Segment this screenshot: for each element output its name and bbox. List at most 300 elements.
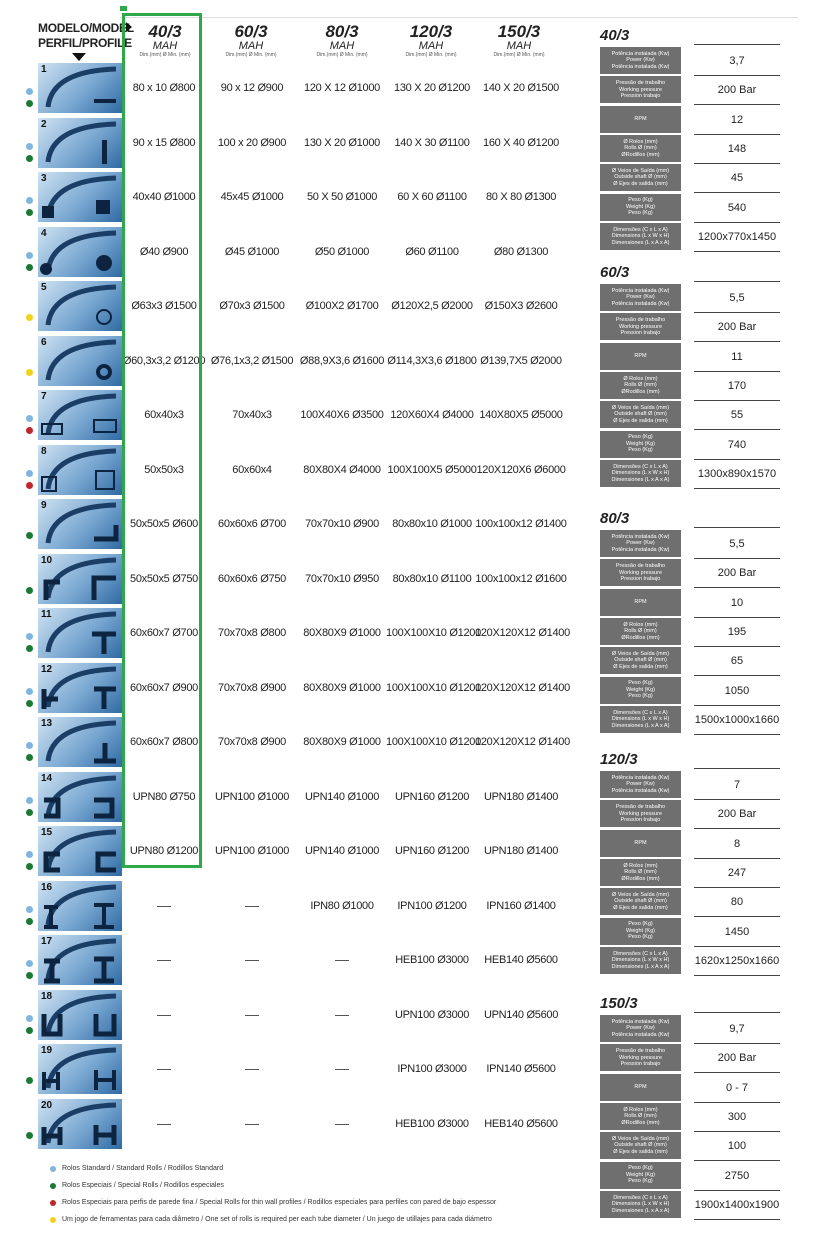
table-cell: IPN100 Ø3000 bbox=[397, 1063, 467, 1075]
table-cell: 130 X 20 Ø1000 bbox=[304, 136, 380, 149]
profile-number: 15 bbox=[41, 827, 53, 838]
model-label: MODELO/MODEL bbox=[38, 21, 134, 35]
table-cell: 100x100x12 Ø1400 bbox=[475, 518, 567, 530]
legend-text: Um jogo de ferramentas para cada diâmetro / One set of rolls is required per each tube diameter / Un juego de utillajes para cada diámetro bbox=[62, 1216, 492, 1223]
spec-label-line: Peso (Kg) bbox=[628, 434, 653, 441]
spec-label-line: Dimensions (L x W x H) bbox=[611, 1201, 670, 1208]
roll-type-dot bbox=[26, 972, 33, 979]
legend-dot bbox=[50, 1217, 56, 1223]
spec-label bbox=[600, 1074, 681, 1101]
spec-value: 740 bbox=[727, 438, 747, 451]
table-cell: IPN160 Ø1400 bbox=[486, 899, 556, 912]
spec-label-line: Peso (Kg) bbox=[628, 210, 653, 217]
roll-type-dot bbox=[26, 918, 33, 925]
table-cell: 120X120X12 Ø1400 bbox=[475, 736, 570, 748]
spec-label bbox=[600, 947, 681, 974]
column-unit: MAH bbox=[418, 40, 444, 52]
spec-label-line: ØRodillos (mm) bbox=[621, 634, 660, 641]
roll-type-dot bbox=[26, 851, 33, 858]
spec-label bbox=[600, 918, 681, 945]
top-divider bbox=[120, 17, 798, 18]
table-cell: UPN140 Ø1000 bbox=[304, 790, 380, 803]
spec-label-line: Working pressure bbox=[619, 86, 662, 93]
profile-thumbnail-7 bbox=[38, 390, 122, 440]
column-title: 60/3 bbox=[234, 22, 268, 41]
spec-divider bbox=[694, 371, 780, 372]
spec-value: 3,7 bbox=[729, 55, 745, 67]
empty-cell-dash bbox=[157, 960, 171, 961]
spec-label-line: Pression trabajo bbox=[620, 1061, 661, 1068]
spec-divider bbox=[694, 768, 780, 769]
spec-title-0: 40/3 bbox=[600, 27, 630, 44]
spec-label-line: Power (Kw) bbox=[626, 781, 655, 788]
table-cell: 80x80x10 Ø1100 bbox=[392, 572, 472, 585]
spec-label-line: Potência instalada (Kw) bbox=[611, 787, 670, 794]
spec-divider bbox=[694, 916, 780, 917]
column-subheader: Dim.(mm) Ø Min. (mm) bbox=[493, 52, 545, 58]
spec-value: 8 bbox=[733, 837, 741, 850]
spec-value: 540 bbox=[727, 201, 747, 214]
spec-label bbox=[600, 76, 681, 103]
spec-label-line: Peso (Kg) bbox=[628, 197, 653, 204]
table-cell: 100X100X10 Ø1200 bbox=[386, 736, 481, 748]
table-cell: 130 X 20 Ø1200 bbox=[394, 82, 470, 94]
spec-divider bbox=[694, 44, 780, 45]
table-cell: 70x70x8 Ø800 bbox=[218, 627, 286, 639]
spec-label-line: Weight (Kg) bbox=[626, 440, 655, 447]
table-cell: Ø120X2,5 Ø2000 bbox=[391, 300, 473, 312]
spec-label bbox=[600, 47, 681, 74]
table-cell: HEB100 Ø3000 bbox=[395, 954, 469, 966]
table-cell: 100X100X10 Ø1200 bbox=[386, 681, 481, 694]
spec-label-line: Dimensions (L x W x H) bbox=[611, 716, 670, 723]
spec-label-line: Potência instalada (Kw) bbox=[611, 287, 670, 294]
spec-label bbox=[600, 830, 681, 857]
spec-label-line: Dimensões (C x L x A) bbox=[613, 463, 668, 470]
spec-label-line: Ø Rolos (mm) bbox=[623, 862, 658, 869]
table-cell: 120X120X6 Ø6000 bbox=[476, 463, 566, 476]
roll-type-dot bbox=[26, 700, 33, 707]
spec-label-line: Peso (Kg) bbox=[628, 680, 653, 687]
spec-label-line: Dimensões (C x L x A) bbox=[613, 709, 668, 716]
table-cell: 60x60x7 Ø800 bbox=[130, 736, 198, 748]
spec-divider bbox=[694, 1219, 780, 1220]
roll-type-dot bbox=[26, 1132, 33, 1139]
table-cell: Ø100X2 Ø1700 bbox=[305, 300, 379, 312]
spec-label-line: Rolls Ø (mm) bbox=[624, 628, 657, 635]
spec-label-line: Dimensiones (L x A x A) bbox=[611, 722, 670, 729]
spec-label-line: Dimensões (C x L x A) bbox=[613, 226, 668, 233]
spec-value: 1500x1000x1660 bbox=[694, 713, 780, 726]
roll-type-dot bbox=[26, 1015, 33, 1022]
profile-number: 19 bbox=[41, 1045, 53, 1056]
table-cell: 70x70x8 Ø900 bbox=[218, 681, 286, 694]
spec-value: 65 bbox=[730, 655, 744, 668]
spec-label bbox=[600, 859, 681, 886]
table-cell: IPN100 Ø1200 bbox=[397, 899, 467, 912]
table-cell: IPN140 Ø5600 bbox=[486, 1063, 556, 1075]
table-cell: UPN140 Ø1000 bbox=[304, 845, 380, 857]
table-cell: 100X100X10 Ø1200 bbox=[386, 627, 481, 639]
spec-label-line: Ø Veios de Saída (mm) bbox=[611, 1135, 670, 1142]
spec-label-line: Potência instalada (Kw) bbox=[611, 1031, 670, 1038]
profile-number: 17 bbox=[41, 936, 53, 947]
spec-divider bbox=[694, 1102, 780, 1103]
spec-label-line: Working pressure bbox=[619, 323, 662, 330]
spec-label-line: Pressão de trabalho bbox=[615, 317, 666, 324]
spec-value: 1050 bbox=[724, 684, 750, 697]
roll-type-dot bbox=[26, 264, 33, 271]
spec-label-line: ØRodillos (mm) bbox=[621, 875, 660, 882]
spec-label-line: Pressão de trabalho bbox=[615, 80, 666, 87]
profile-thumbnail-19 bbox=[38, 1044, 122, 1094]
table-cell: 60x60x4 bbox=[232, 463, 272, 476]
spec-label-line: ØRodillos (mm) bbox=[621, 388, 660, 395]
table-cell: 140X80X5 Ø5000 bbox=[479, 409, 563, 421]
spec-value: 5,5 bbox=[729, 538, 745, 550]
profile-number: 11 bbox=[41, 609, 52, 620]
roll-type-dot bbox=[26, 1027, 33, 1034]
table-cell: 120X60X4 Ø4000 bbox=[390, 409, 474, 421]
spec-label-line: Peso (Kg) bbox=[628, 934, 653, 941]
spec-label-line: Dimensions (L x W x H) bbox=[611, 233, 670, 240]
spec-label bbox=[600, 313, 681, 340]
spec-value: 200 Bar bbox=[717, 1052, 757, 1065]
spec-divider bbox=[694, 828, 780, 829]
table-cell: 60x60x7 Ø900 bbox=[130, 681, 198, 694]
table-cell: 100X40X6 Ø3500 bbox=[300, 409, 384, 421]
profile-number: 8 bbox=[41, 445, 47, 457]
spec-label-line: Ø Rolos (mm) bbox=[623, 1106, 658, 1113]
spec-label-line: Pressão de trabalho bbox=[615, 563, 666, 570]
roll-type-dot bbox=[26, 88, 33, 95]
spec-value: 1620x1250x1660 bbox=[694, 954, 780, 967]
table-cell: 70x70x10 Ø900 bbox=[305, 518, 379, 530]
table-cell: 45x45 Ø1000 bbox=[220, 191, 284, 203]
profile-number: 14 bbox=[41, 772, 53, 784]
table-cell: 90 x 12 Ø900 bbox=[220, 82, 284, 94]
spec-label-line: Ø Ejes de salida (mm) bbox=[613, 417, 668, 424]
spec-label-line: Potência instalada (Kw) bbox=[611, 63, 670, 70]
profile-number: 2 bbox=[41, 118, 47, 130]
table-cell: UPN100 Ø1000 bbox=[214, 790, 290, 803]
spec-label bbox=[600, 284, 681, 311]
spec-divider bbox=[694, 134, 780, 135]
table-cell: 100x100x12 Ø1600 bbox=[475, 572, 567, 585]
spec-label-line: Dimensões (C x L x A) bbox=[613, 950, 668, 957]
table-cell: 60x60x6 Ø700 bbox=[218, 518, 286, 530]
spec-label-line: Pression trabajo bbox=[620, 93, 661, 100]
empty-cell-dash bbox=[157, 1069, 171, 1070]
table-cell: 80X80X9 Ø1000 bbox=[303, 681, 381, 694]
spec-label-line: RPM bbox=[634, 352, 647, 359]
roll-type-dot bbox=[26, 1077, 33, 1084]
table-cell: UPN80 Ø750 bbox=[132, 790, 196, 803]
column-title: 80/3 bbox=[325, 22, 359, 41]
empty-cell-dash bbox=[335, 1124, 349, 1125]
legend-dot bbox=[50, 1200, 56, 1206]
column-unit: MAH bbox=[152, 40, 178, 52]
spec-title-4: 150/3 bbox=[600, 995, 638, 1012]
empty-cell-dash bbox=[245, 1124, 259, 1125]
spec-divider bbox=[694, 222, 780, 223]
profile-number: 18 bbox=[41, 990, 53, 1002]
spec-divider bbox=[694, 1072, 780, 1073]
roll-type-dot bbox=[26, 863, 33, 870]
spec-label-line: Dimensiones (L x A x A) bbox=[611, 963, 670, 970]
table-cell: 60x60x7 Ø700 bbox=[130, 627, 198, 639]
spec-value: 1900x1400x1900 bbox=[694, 1198, 780, 1211]
roll-type-dot bbox=[26, 532, 33, 539]
spec-label-line: Ø Veios de Saída (mm) bbox=[611, 891, 670, 898]
spec-value: 5,5 bbox=[729, 292, 745, 304]
column-unit: MAH bbox=[329, 40, 355, 52]
profile-thumbnail-15 bbox=[38, 826, 122, 876]
spec-label bbox=[600, 194, 681, 221]
spec-label-line: Outside shaft Ø (mm) bbox=[614, 411, 667, 418]
table-cell: 50x50x3 bbox=[144, 463, 184, 476]
table-cell: HEB140 Ø5600 bbox=[484, 1117, 558, 1130]
spec-value: 100 bbox=[727, 1140, 747, 1153]
column-subheader: Dim.(mm) Ø Min. (mm) bbox=[405, 52, 457, 58]
spec-value: 200 Bar bbox=[717, 808, 757, 821]
spec-label-line: Weight (Kg) bbox=[626, 203, 655, 210]
roll-type-dot bbox=[26, 155, 33, 162]
table-cell: Ø50 Ø1000 bbox=[314, 245, 370, 258]
spec-divider bbox=[694, 400, 780, 401]
spec-label-line: Ø Rolos (mm) bbox=[623, 138, 658, 145]
spec-label-line: Rolls Ø (mm) bbox=[624, 382, 657, 389]
empty-cell-dash bbox=[245, 1015, 259, 1016]
spec-value: 10 bbox=[730, 596, 744, 609]
table-cell: Ø80 Ø1300 bbox=[493, 245, 549, 258]
spec-label-line: RPM bbox=[634, 1083, 647, 1090]
empty-cell-dash bbox=[245, 1069, 259, 1070]
profile-thumbnail-10 bbox=[38, 554, 122, 604]
spec-value: 200 Bar bbox=[717, 84, 757, 97]
table-cell: UPN160 Ø1200 bbox=[394, 845, 470, 857]
spec-label-line: ØRodillos (mm) bbox=[621, 1119, 660, 1126]
legend-dot bbox=[50, 1166, 56, 1172]
table-cell: 50 X 50 Ø1000 bbox=[306, 191, 378, 203]
spec-divider bbox=[694, 1190, 780, 1191]
spec-label-line: Dimensions (L x W x H) bbox=[611, 957, 670, 964]
profile-thumbnail-16 bbox=[38, 881, 122, 931]
column-title: 40/3 bbox=[148, 22, 182, 41]
table-cell: UPN100 Ø1000 bbox=[214, 845, 290, 857]
column-header-4 bbox=[474, 23, 564, 59]
spec-value: 1300x890x1570 bbox=[697, 467, 777, 480]
table-cell: 70x70x10 Ø950 bbox=[305, 572, 379, 585]
spec-divider bbox=[694, 341, 780, 342]
profile-thumbnail-3 bbox=[38, 172, 122, 222]
spec-divider bbox=[694, 1012, 780, 1013]
table-cell: 80X80X4 Ø4000 bbox=[303, 463, 381, 476]
roll-type-dot bbox=[26, 645, 33, 652]
table-cell: UPN160 Ø1200 bbox=[394, 790, 470, 803]
table-cell: Ø45 Ø1000 bbox=[224, 245, 280, 258]
table-cell: 140 X 30 Ø1100 bbox=[394, 136, 470, 149]
profile-number: 4 bbox=[41, 227, 47, 239]
profile-thumbnail-11 bbox=[38, 608, 122, 658]
profile-number: 6 bbox=[41, 336, 47, 348]
spec-divider bbox=[694, 281, 780, 282]
roll-type-dot bbox=[26, 809, 33, 816]
roll-type-dot bbox=[26, 143, 33, 150]
spec-divider bbox=[694, 527, 780, 528]
spec-label-line: Ø Ejes de salida (mm) bbox=[613, 904, 668, 911]
spec-label-line: Potência instalada (Kw) bbox=[611, 774, 670, 781]
arrow-down-icon bbox=[72, 53, 86, 61]
profile-number: 20 bbox=[41, 1099, 53, 1111]
table-cell: UPN180 Ø1400 bbox=[483, 845, 559, 857]
profile-thumbnail-20 bbox=[38, 1099, 122, 1149]
roll-type-dot bbox=[26, 633, 33, 640]
profile-thumbnail-17 bbox=[38, 935, 122, 985]
spec-title-1: 60/3 bbox=[600, 264, 630, 281]
spec-label-line: Dimensões (C x L x A) bbox=[613, 1194, 668, 1201]
spec-label-line: Pressão de trabalho bbox=[615, 1048, 666, 1055]
spec-label-line: Potência instalada (Kw) bbox=[611, 50, 670, 57]
table-cell: 80X80X9 Ø1000 bbox=[303, 627, 381, 639]
spec-label-line: Peso (Kg) bbox=[628, 693, 653, 700]
spec-label-line: Working pressure bbox=[619, 810, 662, 817]
roll-type-dot bbox=[26, 369, 33, 376]
spec-label-line: Potência instalada (Kw) bbox=[611, 546, 670, 553]
spec-label bbox=[600, 618, 681, 645]
selection-highlight bbox=[122, 13, 202, 868]
roll-type-dot bbox=[26, 314, 33, 321]
profile-thumbnail-9 bbox=[38, 499, 122, 549]
spec-label-line: Pression trabajo bbox=[620, 576, 661, 583]
spec-label-line: Pressão de trabalho bbox=[615, 804, 666, 811]
table-cell: 80x80x10 Ø1000 bbox=[392, 518, 472, 530]
spec-label-line: Pression trabajo bbox=[620, 817, 661, 824]
empty-cell-dash bbox=[245, 960, 259, 961]
spec-label-line: Working pressure bbox=[619, 569, 662, 576]
spec-label-line: RPM bbox=[634, 839, 647, 846]
profile-thumbnail-1 bbox=[38, 63, 122, 113]
spec-value: 148 bbox=[727, 142, 747, 155]
column-subheader: Dim.(mm) Ø Min. (mm) bbox=[225, 52, 277, 58]
table-cell: Ø70x3 Ø1500 bbox=[219, 300, 285, 312]
spec-label-line: Ø Ejes de salida (mm) bbox=[613, 663, 668, 670]
table-cell: 80 X 80 Ø1300 bbox=[485, 191, 557, 203]
spec-label bbox=[600, 372, 681, 399]
spec-label bbox=[600, 559, 681, 586]
spec-value: 1200x770x1450 bbox=[697, 230, 777, 243]
highlight-tab bbox=[120, 6, 127, 11]
roll-type-dot bbox=[26, 209, 33, 216]
table-cell: Ø88,9X3,6 Ø1600 bbox=[299, 354, 385, 367]
profile-thumbnail-4 bbox=[38, 227, 122, 277]
spec-value: 2750 bbox=[724, 1169, 750, 1182]
table-cell: 60x40x3 bbox=[144, 409, 184, 421]
empty-cell-dash bbox=[157, 906, 171, 907]
table-cell: IPN80 Ø1000 bbox=[310, 899, 374, 912]
spec-label bbox=[600, 164, 681, 191]
spec-value: 7 bbox=[733, 779, 741, 791]
spec-label-line: Outside shaft Ø (mm) bbox=[614, 898, 667, 905]
roll-type-dot bbox=[26, 742, 33, 749]
spec-label-line: Peso (Kg) bbox=[628, 1165, 653, 1172]
roll-type-dot bbox=[26, 482, 33, 489]
spec-divider bbox=[694, 587, 780, 588]
spec-label-line: RPM bbox=[634, 598, 647, 605]
table-cell: UPN80 Ø1200 bbox=[129, 845, 199, 857]
spec-divider bbox=[694, 75, 780, 76]
profile-number: 10 bbox=[41, 554, 53, 566]
table-cell: Ø60 Ø1100 bbox=[405, 245, 459, 258]
spec-divider bbox=[694, 163, 780, 164]
table-cell: 90 x 15 Ø800 bbox=[132, 136, 196, 149]
profile-number: 3 bbox=[41, 173, 47, 184]
spec-label-line: RPM bbox=[634, 115, 647, 122]
spec-divider bbox=[694, 488, 780, 489]
spec-label bbox=[600, 106, 681, 133]
spec-label-line: Peso (Kg) bbox=[628, 447, 653, 454]
spec-divider bbox=[694, 1160, 780, 1161]
profile-number: 12 bbox=[41, 663, 53, 675]
spec-label-line: Peso (Kg) bbox=[628, 921, 653, 928]
roll-type-dot bbox=[26, 906, 33, 913]
roll-type-dot bbox=[26, 960, 33, 967]
profile-thumbnail-18 bbox=[38, 990, 122, 1040]
column-subheader: Dim.(mm) Ø Min. (mm) bbox=[139, 52, 191, 58]
profile-label: PERFIL/PROFILE bbox=[38, 36, 132, 50]
table-cell: 60x60x6 Ø750 bbox=[218, 572, 286, 585]
spec-label-line: Rolls Ø (mm) bbox=[624, 869, 657, 876]
legend-text: Rolos Especiais para perfis de parede fina / Special Rolls for thin wall profiles / Rodillos especiales para perfiles con pared de bajo espessor bbox=[62, 1199, 497, 1206]
roll-type-dot bbox=[26, 100, 33, 107]
profile-number: 9 bbox=[41, 500, 47, 511]
spec-divider bbox=[694, 429, 780, 430]
spec-label bbox=[600, 135, 681, 162]
spec-divider bbox=[694, 646, 780, 647]
spec-label-line: Peso (Kg) bbox=[628, 1178, 653, 1185]
spec-divider bbox=[694, 617, 780, 618]
spec-label-line: Working pressure bbox=[619, 1054, 662, 1061]
spec-divider bbox=[694, 975, 780, 976]
spec-label-line: Ø Veios de Saída (mm) bbox=[611, 167, 670, 174]
roll-type-dot bbox=[26, 797, 33, 804]
legend-dot bbox=[50, 1183, 56, 1189]
spec-label-line: Power (Kw) bbox=[626, 57, 655, 64]
spec-divider bbox=[694, 312, 780, 313]
spec-label-line: Power (Kw) bbox=[626, 540, 655, 547]
spec-divider bbox=[694, 1043, 780, 1044]
spec-label-line: Dimensions (L x W x H) bbox=[611, 470, 670, 477]
empty-cell-dash bbox=[157, 1015, 171, 1016]
table-cell: Ø114,3X3,6 Ø1800 bbox=[387, 354, 477, 367]
spec-value: 0 - 7 bbox=[725, 1081, 748, 1094]
spec-label bbox=[600, 1162, 681, 1189]
table-cell: 140 X 20 Ø1500 bbox=[483, 82, 559, 94]
spec-label bbox=[600, 800, 681, 827]
spec-divider bbox=[694, 734, 780, 735]
table-cell: Ø76,1x3,2 Ø1500 bbox=[210, 354, 294, 367]
column-header-2 bbox=[297, 23, 387, 59]
spec-value: 12 bbox=[730, 113, 744, 126]
spec-value: 200 Bar bbox=[717, 321, 757, 334]
spec-label-line: Weight (Kg) bbox=[626, 1171, 655, 1178]
roll-type-dot bbox=[26, 688, 33, 695]
table-cell: UPN140 Ø5600 bbox=[483, 1008, 559, 1021]
spec-label-line: Outside shaft Ø (mm) bbox=[614, 657, 667, 664]
profile-thumbnail-12 bbox=[38, 663, 122, 713]
spec-label bbox=[600, 888, 681, 915]
spec-label-line: Potência instalada (Kw) bbox=[611, 1018, 670, 1025]
